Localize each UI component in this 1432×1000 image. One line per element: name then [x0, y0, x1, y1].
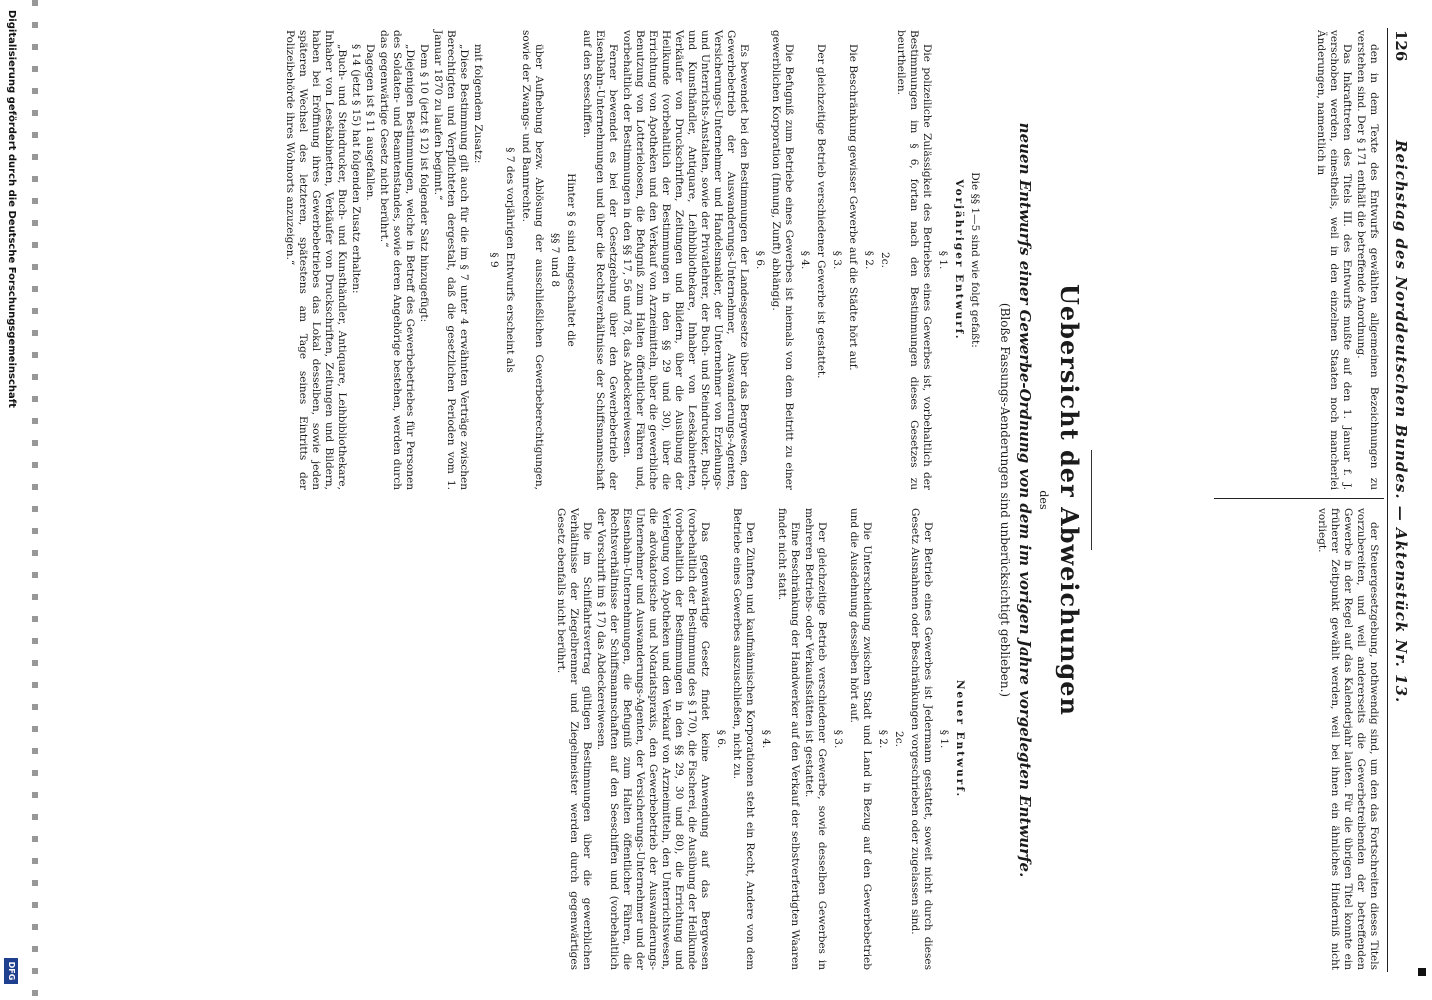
scan-mark — [1418, 968, 1426, 976]
left-section-3: § 3. — [831, 250, 843, 270]
quote-1: „Diese Bestimmung gilt auch für die im § 7 unter 4 erwähnten Verträge zwischen Berechtigten und Verpflichteten dergestalt, daß die gesetzlichen Perioden vom 1. Januar 1870 zu laufen beginnt.“ — [432, 30, 470, 490]
left-section-4: § 4. — [799, 250, 811, 270]
right-section-4: § 4. — [760, 729, 772, 749]
left-section-1: § 1. — [937, 250, 949, 270]
right-section-6-text: Das gegenwärtige Gesetz findet keine Anwendung auf das Bergwesen (vorbehaltlich der Bestimmung des § 170), die Fischerei, die Ausübung der Heilkunde (vorbehaltlich der Bestimmungen in den §§ 29, 30 und 80), die Errichtung und Verlegung von Apotheken und den Verkauf von Arzneimitteln, den Unterrichtswesen, die advokatorische und Notariatspraxis, den Gewerbebetrieb der Auswanderungs-Unternehmer und Auswanderungs-Agenten, der Versicherungs-Unternehmer und der Eisenbahn-Unternehmungen, die Befugniß zum Halten öffentlicher Fähren, die Rechtsverhältnisse der Schiffsmannschaften auf den Seeschiffen und (vorbehaltlich der Vorschrift im § 17) das Abdeckereiwesen. — [595, 508, 711, 970]
right-section-6: § 6. — [715, 729, 727, 749]
page-title: Uebersicht der Abweichungen — [1055, 284, 1084, 716]
dfg-logo-text: DFG — [7, 961, 16, 981]
header-rule — [1387, 28, 1388, 972]
left-section-4-text: Die Befugniß zum Betriebe eines Gewerbes ist niemals von dem Beitritt zu einer gewerblichen Korporation (Innung, Zunft) abhängig. — [770, 30, 795, 490]
sections-7-8: §§ 7 und 8 — [549, 232, 561, 288]
header-left-paragraph-1: den in dem Texte des Entwurfs gewählten allgemeinen Bezeichnungen zu verstehen sind. Der § 171 enthält die betreffende Anordnung. — [1355, 30, 1380, 490]
after-section-6: Hinter § 6 sind eingeschaltet die — [565, 173, 577, 347]
section-9: § 9 — [488, 252, 500, 268]
sections-7-8-text: über Aufhebung bezw. Ablösung der ausschließlichen Gewerbeberechtigungen, sowie der Zwangs- und Bannrechte. — [520, 30, 545, 490]
section-divider — [1091, 450, 1092, 550]
intro-line: Die §§ 1—5 sind wie folgt gefaßt: — [969, 172, 981, 348]
quote-3: „Buch- und Steindrucker, Buch- und Kunsthändler, Antiquare, Leihbibliothekare, Inhaber von Lesekabinetten, Verkäufer von Druckschriften, Zeitungen und Bildern, haben bei Eröffnung ihres Gewerbebetriebes das Lokal desselben, sowie jeden späteren Wechsel des letzteren, spätestens am Tage seines Eintritts der Polizeibehörde ihres Wohnorts anzuzeigen.“ — [284, 30, 348, 490]
section-7-note: § 7 des vorjährigen Entwurfs erscheint als — [504, 147, 516, 373]
right-section-4-text: Den Zünften und kaufmännischen Korporationen steht ein Recht, Andere von dem Betriebe eines Gewerbes auszuschließen, nicht zu. — [731, 508, 756, 970]
page-number: 126 — [1392, 30, 1410, 62]
left-section-6-text: Es bewendet bei den Bestimmungen der Landesgesetze über das Bergwesen, den Gewerbebetrieb der Auswanderungs-Unternehmer, Auswanderungs-Agenten, Versicherungs-Unternehmer und Handelsmakler, der Unternehmer von Erziehungs- und Unterrichts-Anstalten, sowie der Privatlehrer, der Buch- und Steindrucker, Buch- und Kunsthändler, Antiquare, Leihbibliothekare, Inhaber von Lesekabinetten, Verkäufer von Druckschriften, Zeitungen und Bildern, über die Ausübung der Heilkunde (vorbehaltlich der Bestimmungen in den §§ 29 und 30), über die Errichtung von Apotheken und den Verkauf von Arzneimitteln, über die gewerbliche Benutzung von Lotterieloosen, die Befugniß zum Halten öffentlicher Fähren und, vorbehaltlich der Bestimmungen in den §§ 17, 56 und 78, das Abdeckereiwesen. — [621, 30, 750, 490]
left-section-1-etc: 2c. — [879, 252, 891, 268]
right-section-6-text-2: Die im Schiffahrtsvertrag gültigen Bestimmungen über die gewerblichen Verhältnisse der Ziegelbrenner und Ziegelmeister werden durch gegenwärtiges Gesetz ebenfalls nicht berührt. — [555, 508, 593, 970]
left-section-1-text: Die polizeiliche Zulässigkeit des Betriebes eines Gewerbes ist, vorbehaltlich der Bestimmungen im § 6, fortan nach den Bestimmungen dieses Gesetzes zu beurtheilen. — [895, 30, 933, 490]
right-section-2: § 2. — [877, 729, 889, 749]
title-note: (Bloße Fassungs-Aenderungen sind unberücksichtigt geblieben.) — [998, 302, 1012, 698]
credit-text: Digitalisierung gefördert durch die Deutsche Forschungsgemeinschaft — [6, 10, 17, 408]
right-section-1: § 1. — [938, 729, 950, 749]
page-subtitle: neuen Entwurfs einer Gewerbe-Ordnung von dem im vorigen Jahre vorgelegten Entwurfe. — [1016, 122, 1034, 878]
header-left-column — [1313, 30, 1380, 490]
right-section-3: § 3. — [832, 729, 844, 749]
left-column-vorjaehriger — [282, 30, 984, 490]
running-header — [1390, 30, 1412, 970]
left-section-3-text: Der gleichzeitige Betrieb verschiedener Gewerbe ist gestattet. — [815, 44, 827, 379]
left-section-2: § 2. — [863, 250, 875, 270]
digitization-credit — [0, 0, 20, 1000]
right-column-neuer — [553, 508, 984, 970]
right-section-1-text: Der Betrieb eines Gewerbes ist Jedermann gestattet, soweit nicht durch dieses Gesetz Ausnahmen oder Beschränkungen vorgeschrieben oder zugelassen sind. — [909, 508, 934, 970]
right-section-3-text: Der gleichzeitige Betrieb verschiedener Gewerbe, sowie desselben Gewerbes in mehreren Betriebs- oder Verkaufsstätten ist gestattet. — [803, 508, 828, 970]
right-section-1-etc: 2c. — [893, 731, 905, 747]
header-column-divider — [1214, 498, 1384, 499]
dfg-logo — [4, 958, 18, 984]
right-section-2-text: Die Unterscheidung zwischen Stadt und Land in Bezug auf den Gewerbebetrieb und die Ausdehnung desselben hört auf. — [848, 508, 873, 970]
running-head-title: Reichstag des Norddeutschen Bundes. — Aktenstück Nr. 13. — [1392, 140, 1410, 704]
section-14-text: § 14 (jetzt § 15) hat folgenden Zusatz erhalten: — [350, 44, 362, 294]
header-right-paragraph-1: der Steuergesetzgebung, nothwendig sind, um den das Fortschreiten dieses Titels vorzubereiten, und weil andererseits die Gewerbetreibenden der betreffenden Gewerbe in der Regel auf das Kalenderjahr lauten. Für die übrigen Titel konnte ein früherer Zeitpunkt gewählt werden, weil bei ihnen ein ähnliches Hinderniß nicht vorliegt. — [1316, 508, 1380, 970]
section-10-text: Dem § 10 (jetzt § 12) ist folgender Satz hinzugefügt: — [418, 44, 430, 323]
left-column-heading: Vorjähriger Entwurf. — [953, 179, 965, 341]
title-connector: des — [1037, 490, 1050, 510]
scan-edge-artifact — [32, 0, 38, 1000]
left-section-6: § 6. — [754, 250, 766, 270]
left-section-2-text: Die Beschränkung gewisser Gewerbe auf die Städte hört auf. — [847, 44, 859, 371]
header-right-column — [1314, 508, 1380, 970]
right-column-heading: Neuer Entwurf. — [954, 679, 966, 799]
header-left-paragraph-2: Das Inkrafttreten des Titels III. des Entwurfs mußte auf den 1. Januar f. J. verschoben werden, einestheils, weil in den einzelnen Staaten noch mancherlei Änderungen, namentlich in — [1315, 30, 1353, 490]
right-section-3-text-2: Eine Beschränkung der Handwerker auf den Verkauf der selbstverfertigten Waaren findet nicht statt. — [776, 508, 801, 970]
quote-2: „Diejenigen Bestimmungen, welche in Betreff des Gewerbebetriebes für Personen des Soldaten- und Beamtenstandes, sowie deren Angehörige bestehen, werden durch das gegenwärtige Gesetz nicht berührt.“ — [378, 30, 416, 490]
section-11-text: Dagegen ist § 11 ausgefallen. — [364, 44, 376, 201]
left-section-6-text-2: Ferner bewendet es bei der Gesetzgebung über den Gewerbebetrieb der Eisenbahn-Unternehmungen und über die Rechtsverhältnisse der Schiffsmannschaft auf den Seeschiffen. — [581, 30, 619, 490]
section-9-text: mit folgendem Zusatz: — [472, 44, 484, 164]
